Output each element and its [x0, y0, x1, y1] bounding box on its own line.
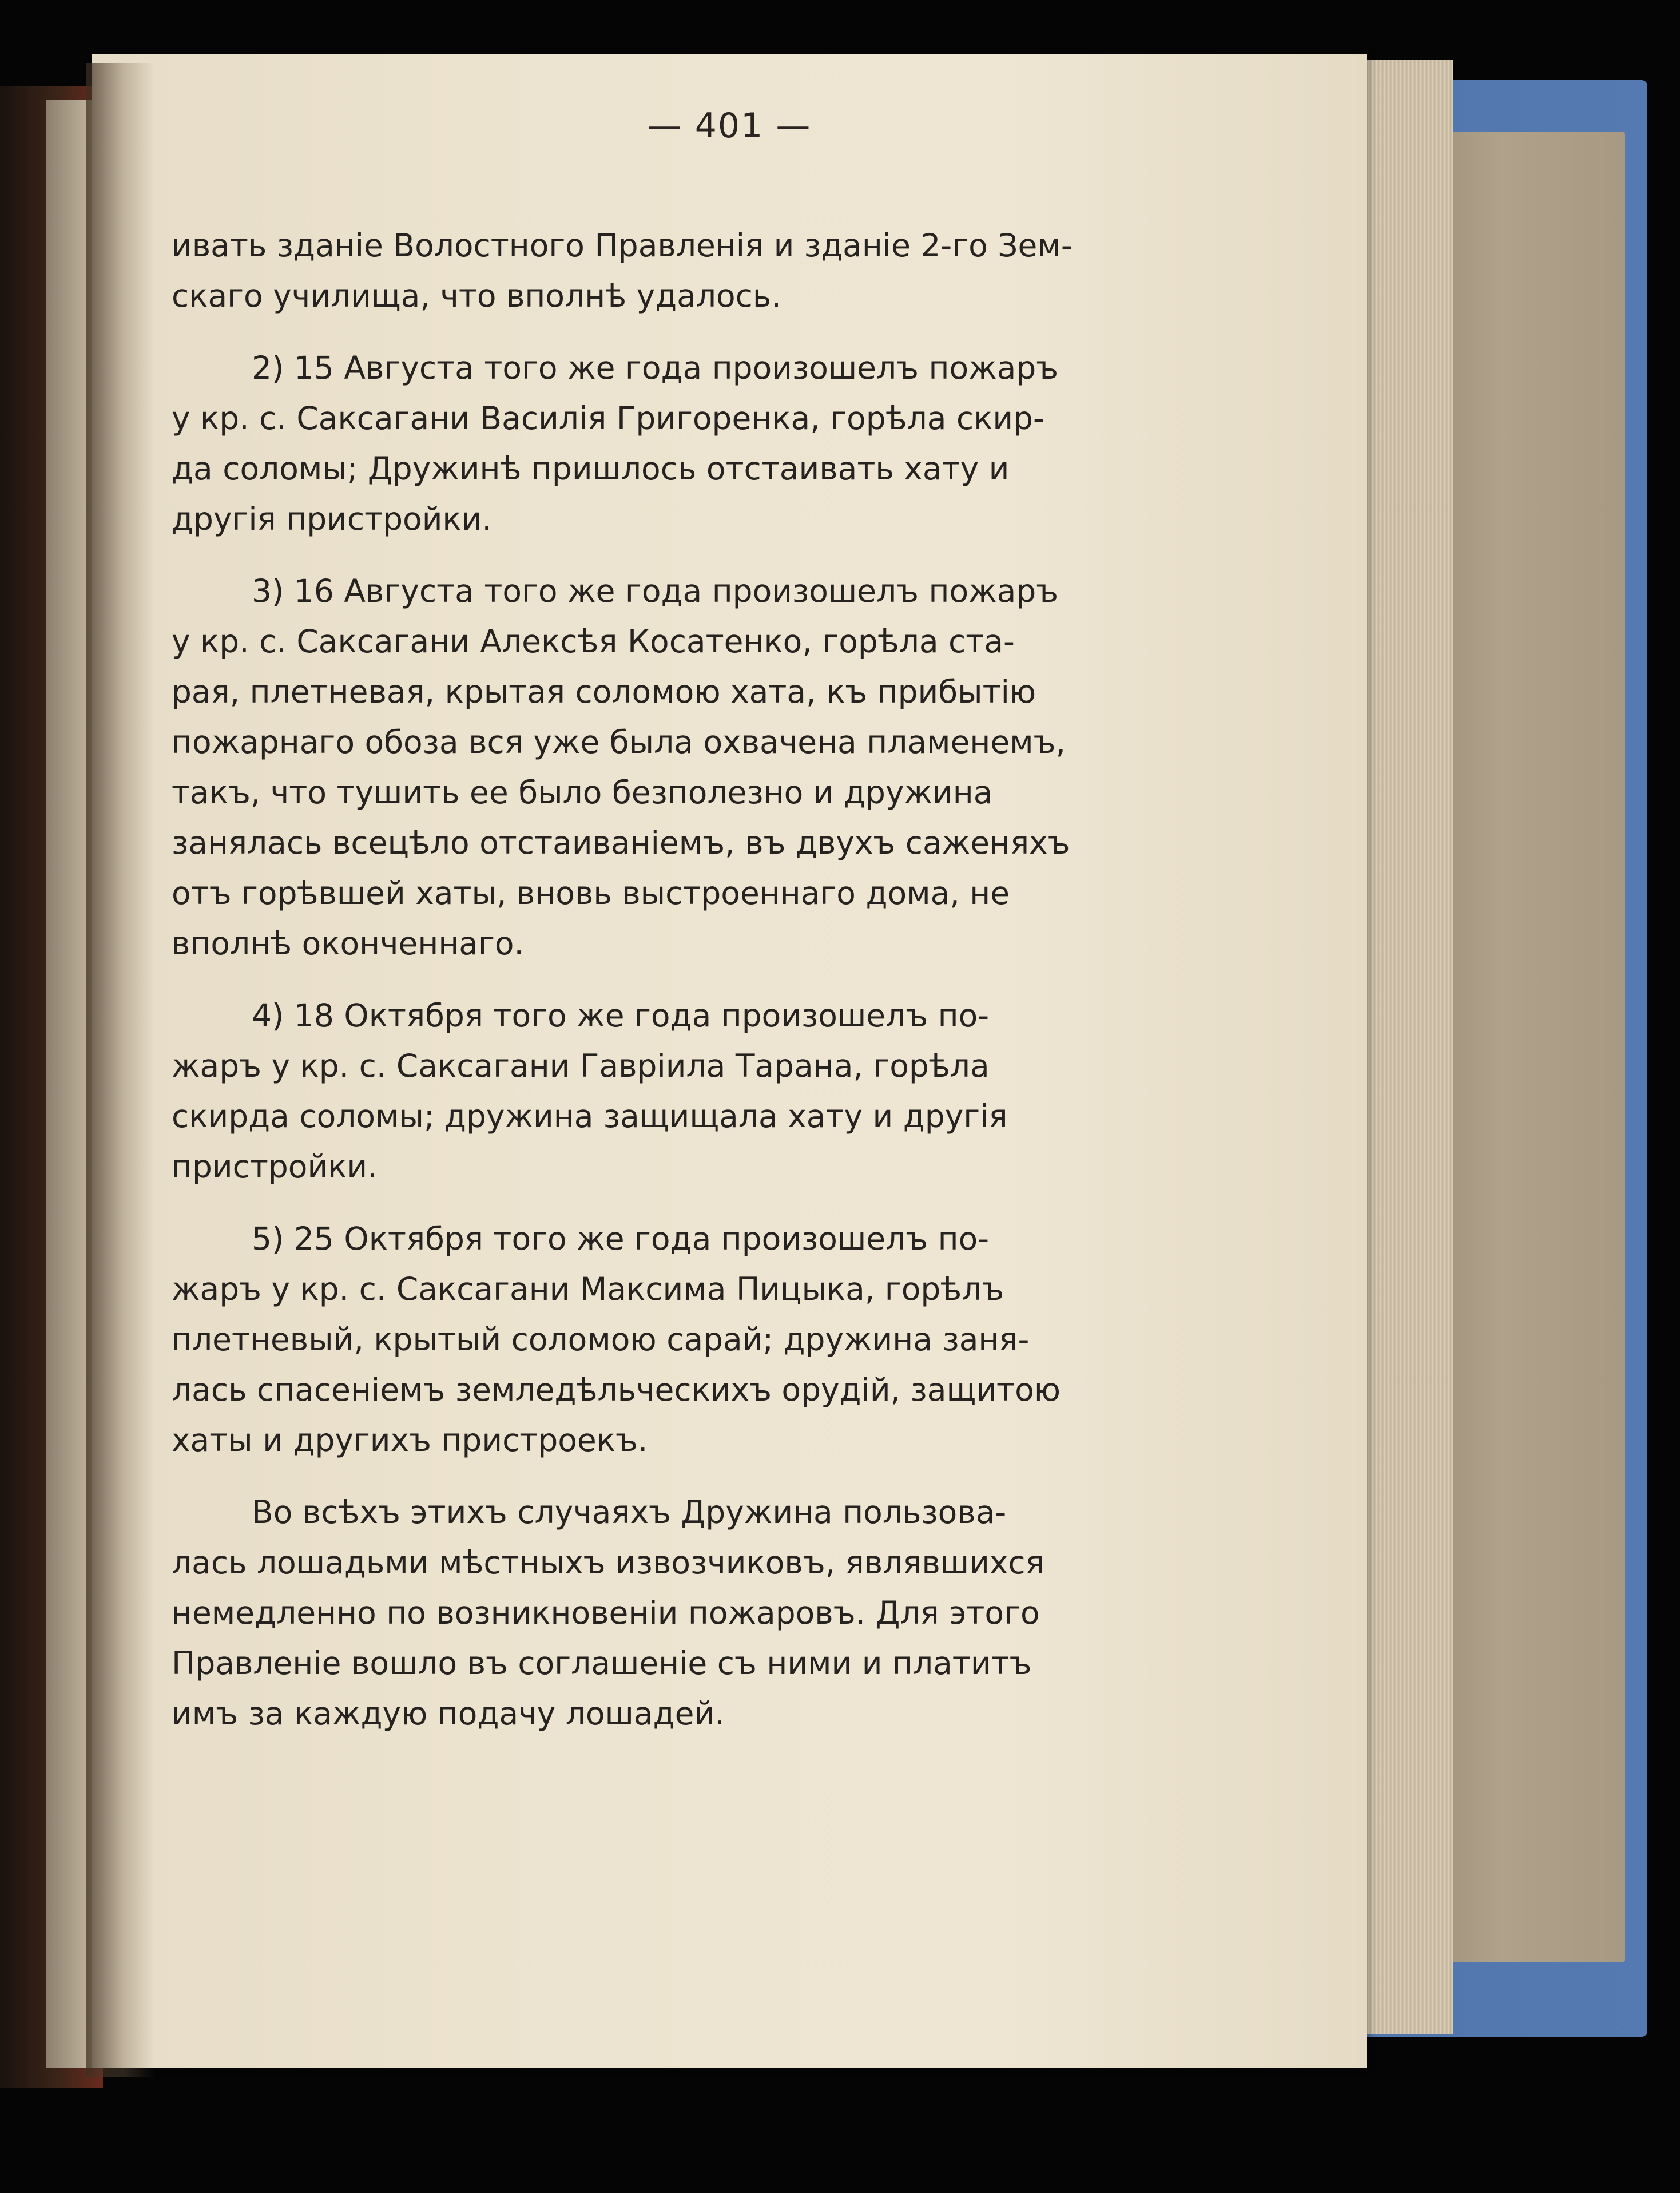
text-line: плетневый, крытый соломою сарай; дружина заня-: [172, 1321, 1030, 1358]
text-line: у кр. с. Саксагани Василія Григоренка, горѣла скир-: [172, 400, 1044, 437]
paragraph-6: [172, 1487, 1213, 1739]
paragraph-3: [172, 566, 1213, 969]
text-line: пристройки.: [172, 1148, 378, 1185]
text-line: 3) 16 Августа того же года произошелъ пожаръ: [252, 573, 1059, 609]
text-line: 2) 15 Августа того же года произошелъ пожаръ: [252, 350, 1059, 386]
page-edges: [1356, 60, 1453, 2034]
text-line: 5) 25 Октября того же года произошелъ по-: [252, 1220, 990, 1257]
text-line: лась лошадьми мѣстныхъ извозчиковъ, являвшихся: [172, 1544, 1044, 1581]
paragraph-2: [172, 343, 1213, 544]
paragraph-5: [172, 1214, 1213, 1465]
text-line: хаты и другихъ пристроекъ.: [172, 1422, 648, 1458]
text-line: у кр. с. Саксагани Алексѣя Косатенко, горѣла ста-: [172, 623, 1015, 660]
paragraph-4: [172, 990, 1213, 1192]
text-line: да соломы; Дружинѣ пришлось отстаивать хату и: [172, 450, 1010, 487]
page-text-body: [172, 220, 1213, 1739]
text-line: 4) 18 Октября того же года произошелъ по-: [252, 997, 990, 1034]
text-line: вполнѣ оконченнаго.: [172, 925, 525, 962]
text-line: занялась всецѣло отстаиваніемъ, въ двухъ саженяхъ: [172, 824, 1070, 861]
text-line: рая, плетневая, крытая соломою хата, къ прибытію: [172, 673, 1036, 710]
text-line: немедленно по возникновеніи пожаровъ. Для этого: [172, 1595, 1040, 1631]
text-line: скирда соломы; дружина защищала хату и другія: [172, 1098, 1008, 1135]
gutter-shadow: [86, 63, 154, 2077]
book-page: [92, 54, 1367, 2068]
text-line: имъ за каждую подачу лошадей.: [172, 1695, 725, 1732]
page-number: — 401 —: [647, 106, 812, 146]
text-line: Во всѣхъ этихъ случаяхъ Дружина пользова-: [252, 1494, 1007, 1530]
text-line: такъ, что тушить ее было безполезно и дружина: [172, 774, 993, 811]
text-line: жаръ у кр. с. Саксагани Гавріила Тарана, горѣла: [172, 1048, 990, 1084]
text-line: Правленіе вошло въ соглашеніе съ ними и платитъ: [172, 1645, 1032, 1682]
text-line: жаръ у кр. с. Саксагани Максима Пицыка, горѣлъ: [172, 1271, 1004, 1307]
text-line: отъ горѣвшей хаты, вновь выстроеннаго дома, не: [172, 875, 1010, 911]
text-line: лась спасеніемъ земледѣльческихъ орудій, защитою: [172, 1371, 1061, 1408]
text-line: ивать зданіе Волостного Правленія и зданіе 2-го Зем-: [172, 227, 1073, 264]
text-line: скаго училища, что вполнѣ удалось.: [172, 277, 781, 314]
text-line: пожарнаго обоза вся уже была охвачена пламенемъ,: [172, 724, 1066, 760]
paragraph-1: [172, 220, 1213, 321]
text-line: другія пристройки.: [172, 501, 492, 537]
